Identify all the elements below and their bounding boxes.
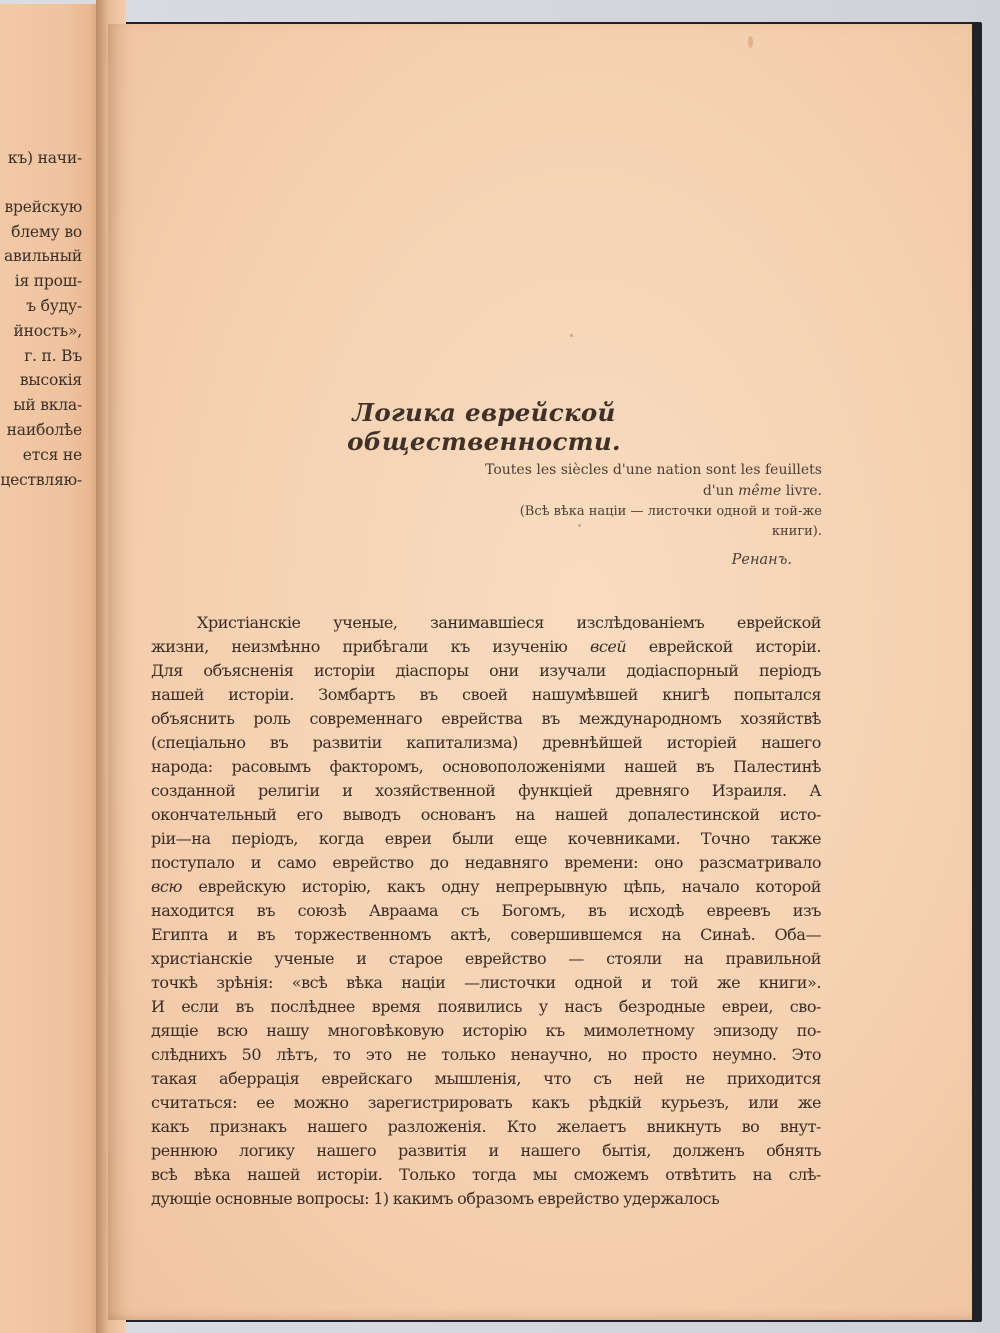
body-line: окончательный его выводъ основанъ на нашей допалестинской исто-	[151, 805, 821, 824]
article-title: Логика еврейской общественности.	[347, 398, 621, 456]
left-page-line: наиболѣе	[6, 420, 82, 439]
left-page-line: йность»,	[13, 321, 82, 340]
left-page-line: авильный	[4, 247, 82, 266]
emphasized-word: всю	[151, 877, 183, 896]
left-page-line: высокія	[19, 371, 82, 390]
body-line: всѣ вѣка нашей исторіи. Только тогда мы сможемъ отвѣтить на слѣ-	[151, 1165, 821, 1184]
left-page-line: г. п. Въ	[24, 346, 82, 365]
body-line: (спеціально въ развитіи капитализма) древнѣйшей исторіей нашего	[151, 733, 821, 752]
body-line: поступало и само еврейство до недавняго времени: оно разсматривало	[151, 853, 821, 872]
left-page-line	[0, 171, 82, 195]
left-page-line: блему во	[11, 222, 82, 241]
body-line: всю еврейскую исторію, какъ одну непрерывную цѣпь, начало которой	[151, 877, 821, 896]
epigraph-russian-line-1: (Всѣ вѣка націи — листочки одной и той-же	[519, 504, 822, 519]
body-line: Для объясненія исторіи діаспоры они изучали додіаспорный періодъ	[151, 661, 821, 680]
body-line: дующіе основные вопросы: 1) какимъ образомъ еврейство удержалось	[151, 1189, 720, 1208]
article-body	[151, 611, 821, 1211]
body-line: народа: расовымъ факторомъ, основоположеніями нашей въ Палестинѣ	[151, 757, 821, 776]
emphasized-word: всей	[589, 637, 627, 656]
left-page-text	[0, 146, 82, 492]
left-page-line: ется не	[22, 445, 82, 464]
body-line: созданной религіи и хозяйственной функціей древняго Израиля. А	[151, 781, 821, 800]
left-page-line: къ) начи-	[7, 149, 82, 167]
body-line: Христіанскіе ученые, занимавшіеся изслѣдованіемъ еврейской	[197, 613, 821, 632]
left-page-line: ый вкла-	[13, 396, 82, 415]
body-line: нашей исторіи. Зомбартъ въ своей нашумѣвшей книгѣ попытался	[151, 685, 821, 704]
left-page	[0, 4, 108, 1333]
left-page-line: цествляю-	[0, 470, 82, 489]
left-page-line: ъ буду-	[26, 296, 82, 315]
body-line: точкѣ зрѣнія: «всѣ вѣка націи —листочки одной и той же книги».	[151, 973, 821, 992]
body-line: христіанскіе ученые и старое еврейство — стояли на правильной	[151, 949, 821, 968]
left-page-line: ія прош-	[14, 272, 82, 291]
left-page-line: врейскую	[4, 197, 82, 216]
epigraph-author: Ренанъ.	[731, 552, 792, 568]
epigraph-french-line-1: Toutes les siècles d'une nation sont les feuillets	[485, 462, 822, 478]
body-line: слѣднихъ 50 лѣтъ, то это не только ненаучно, но просто неумно. Это	[151, 1045, 821, 1064]
paper-speck	[570, 334, 573, 337]
body-line: жизни, неизмѣнно прибѣгали къ изученію всей еврейской исторіи.	[151, 637, 822, 656]
body-line: реннюю логику нашего развитія и нашего бытія, долженъ обнять	[151, 1141, 821, 1160]
body-line: какъ признакъ нашего разложенія. Кто желаетъ вникнуть во внут-	[151, 1117, 821, 1136]
body-line: Египта и въ торжественномъ актѣ, совершившемся на Синаѣ. Оба—	[151, 925, 821, 944]
body-line: И если въ послѣднее время появились у насъ безродные евреи, сво-	[151, 997, 821, 1016]
body-line: дящіе всю нашу многовѣковую исторію къ мимолетному эпизоду по-	[151, 1021, 821, 1040]
body-line: ріи—на періодъ, когда евреи были еще кочевниками. Точно также	[151, 829, 821, 848]
right-page	[108, 24, 972, 1320]
epigraph-russian-line-2: книги).	[771, 524, 822, 539]
epigraph-french-line-2: d'un même livre.	[702, 483, 822, 499]
body-line: находится въ союзѣ Авраама съ Богомъ, въ исходѣ евреевъ изъ	[151, 901, 821, 920]
body-line: такая аберрація еврейскаго мышленія, что съ ней не приходится	[151, 1069, 821, 1088]
epigraph	[402, 460, 822, 571]
paper-speck	[748, 36, 753, 48]
body-line: считаться: ее можно зарегистрировать какъ рѣдкій курьезъ, или же	[151, 1093, 821, 1112]
body-line: объяснить роль современнаго еврейства въ международномъ хозяйствѣ	[151, 709, 821, 728]
